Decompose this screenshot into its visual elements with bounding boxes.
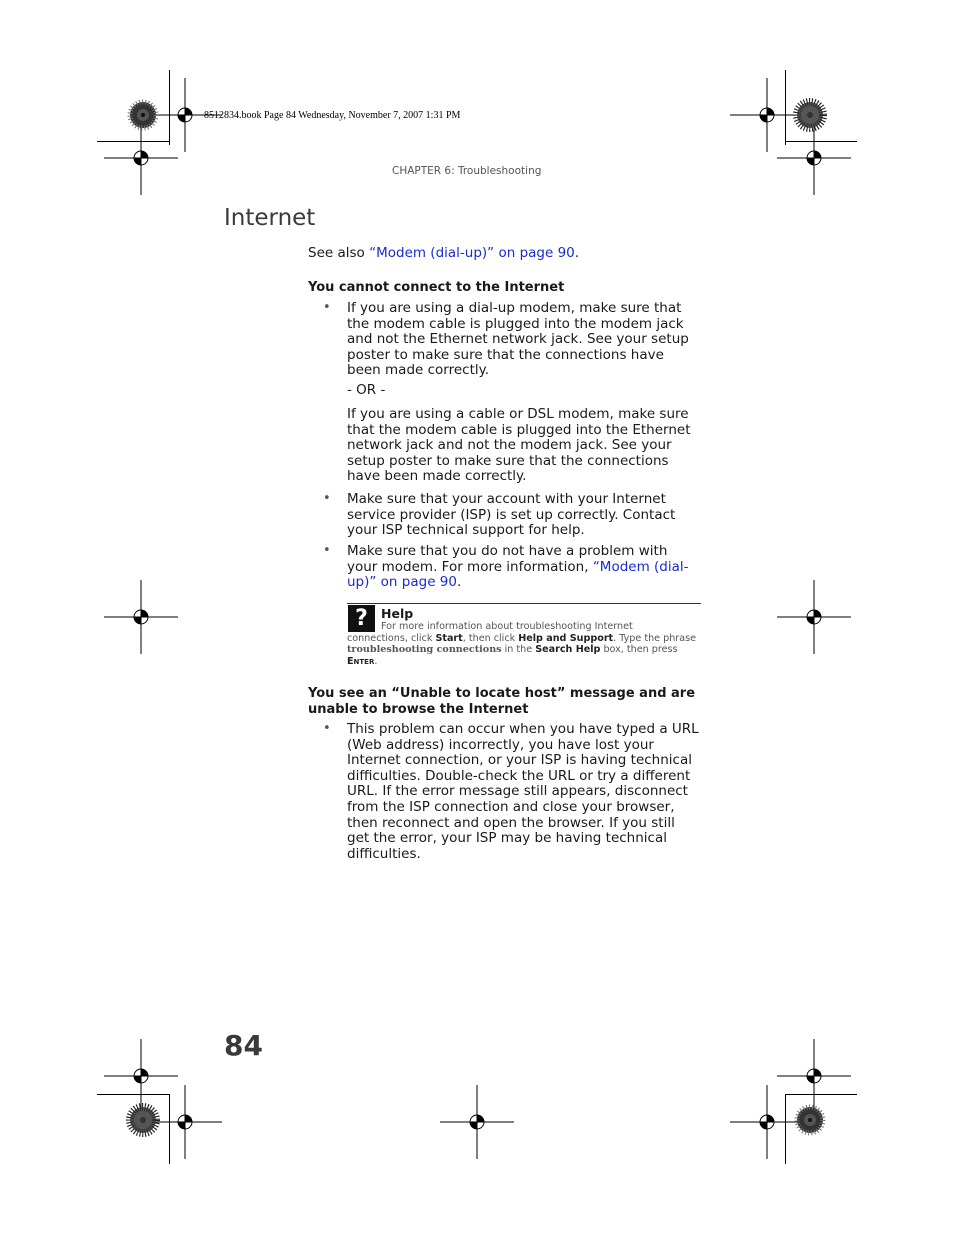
book-info: 8512834.book Page 84 Wednesday, November 7, 2007 1:31 PM bbox=[204, 110, 461, 121]
bullet-text: Make sure that your account with your Internet service provider (ISP) is set up correctly. Contact your ISP technical support for help. bbox=[347, 491, 676, 539]
bullet-icon: • bbox=[323, 721, 331, 736]
section-title: Internet bbox=[224, 205, 316, 231]
modem-link[interactable]: “Modem (dial-up)” on page 90 bbox=[347, 558, 689, 591]
running-head: CHAPTER 6: Troubleshooting bbox=[392, 165, 542, 177]
help-text: For more information about troubleshooting Internet connections, click Start, then click Help and Support. Type the phrase troubleshooting connections in the Search Help box, then press Enter. bbox=[347, 621, 697, 667]
bullet-icon: • bbox=[323, 491, 331, 506]
help-question-icon: ? bbox=[348, 605, 375, 632]
bullet-text: This problem can occur when you have typed a URL (Web address) incorrectly, you have lost your Internet connection, or your ISP is having technical difficulties. Double-check the URL or try a different URL. If the error message still appears, disconnect from the ISP connection and close your browser, then reconnect and open the browser. If you still get the error, your ISP may be having technical difficulties. bbox=[347, 721, 699, 862]
help-callout bbox=[347, 603, 701, 667]
bullet-icon: • bbox=[323, 543, 331, 558]
subsection-heading: You cannot connect to the Internet bbox=[308, 280, 565, 295]
bullet-text: If you are using a cable or DSL modem, make sure that the modem cable is plugged into the Ethernet network jack and not the modem jack. See your setup poster to make sure that the connections have been made correctly. bbox=[347, 406, 691, 485]
bullet-text: Make sure that you do not have a problem with your modem. For more information, “Modem (dial-up)” on page 90. bbox=[347, 543, 689, 591]
see-also-link[interactable]: “Modem (dial-up)” on page 90 bbox=[369, 245, 575, 261]
or-separator: - OR - bbox=[347, 382, 386, 398]
subsection-heading: You see an “Unable to locate host” message and are unable to browse the Internet bbox=[308, 686, 696, 717]
help-title: Help bbox=[381, 606, 414, 621]
bullet-icon: • bbox=[323, 300, 331, 315]
bullet-text: If you are using a dial-up modem, make sure that the modem cable is plugged into the modem jack and not the Ethernet network jack. See your setup poster to make sure that the connections have been made correctly. bbox=[347, 300, 689, 379]
page-number: 84 bbox=[224, 1029, 263, 1062]
see-also: See also “Modem (dial-up)” on page 90. bbox=[308, 245, 580, 261]
